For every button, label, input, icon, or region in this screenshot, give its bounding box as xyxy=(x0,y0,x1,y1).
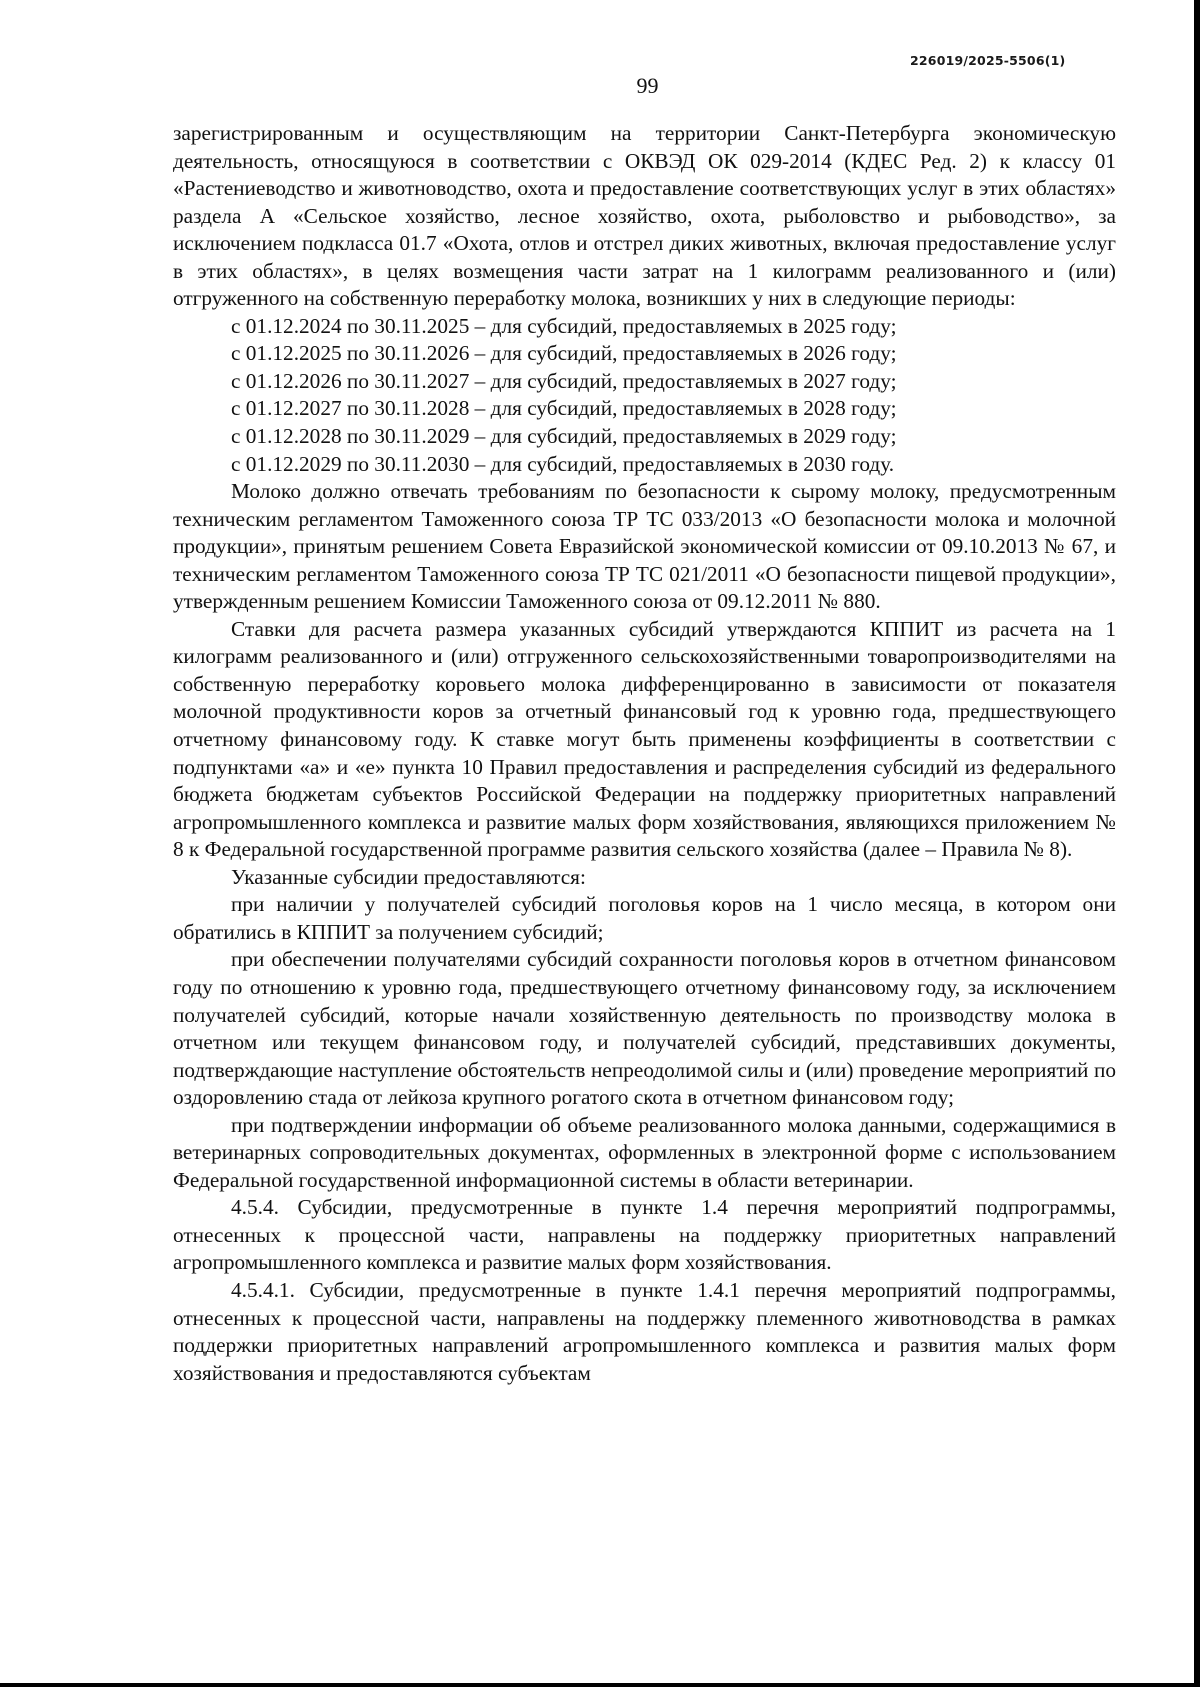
period-item: с 01.12.2029 по 30.11.2030 – для субсидий, предоставляемых в 2030 году. xyxy=(231,451,895,476)
paragraph-condition-livestock: при наличии у получателей субсидий поголовья коров на 1 число месяца, в котором они обратились в КППИТ за получением субсидий; xyxy=(173,892,1116,944)
period-item: с 01.12.2025 по 30.11.2026 – для субсидий, предоставляемых в 2026 году; xyxy=(231,341,897,366)
paragraph-continuation: зарегистрированным и осуществляющим на территории Санкт-Петербурга экономическую деятельность, относящуюся в соответствии с ОКВЭД ОК 029-2014 (КДЕС Ред. 2) к классу 01 «Растениеводство и животноводство, охота и предоставление соответствующих услуг в этих областях» раздела А «Сельское хозяйство, лесное хозяйство, охота, рыболовство и рыбоводство», за исключением подкласса 01.7 «Охота, отлов и отстрел диких животных, включая предоставление услуг в этих областях», в целях возмещения части затрат на 1 килограмм реализованного и (или) отгруженного на собственную переработку молока, возникших у них в следующие периоды: xyxy=(173,121,1116,311)
period-item: с 01.12.2024 по 30.11.2025 – для субсидий, предоставляемых в 2025 году; xyxy=(231,313,897,338)
period-item: с 01.12.2026 по 30.11.2027 – для субсидий, предоставляемых в 2027 году; xyxy=(231,368,897,393)
paragraph-section-4-5-4-1: 4.5.4.1. Субсидии, предусмотренные в пункте 1.4.1 перечня мероприятий подпрограммы, отнесенных к процессной части, направлены на поддержку племенного животноводства в рамках поддержки приоритетных направлений агропромышленного комплекса и развития малых форм хозяйствования и предоставляются субъектам xyxy=(173,1277,1116,1385)
document-body xyxy=(173,120,1116,1387)
paragraph-conditions-intro: Указанные субсидии предоставляются: xyxy=(231,864,586,889)
paragraph-condition-vet-documents: при подтверждении информации об объеме реализованного молока данными, содержащимися в ветеринарных сопроводительных документах, оформленных в электронной форме с использованием Федеральной государственной информационной системы в области ветеринарии. xyxy=(173,1112,1116,1192)
page-number: 99 xyxy=(636,73,659,98)
paragraph-section-4-5-4: 4.5.4. Субсидии, предусмотренные в пункте 1.4 перечня мероприятий подпрограммы, отнесенных к процессной части, направлены на поддержку приоритетных направлений агропромышленного комплекса и развитие малых форм хозяйствования. xyxy=(173,1195,1116,1275)
paragraph-subsidy-rates: Ставки для расчета размера указанных субсидий утверждаются КППИТ из расчета на 1 килограмм реализованного и (или) отгруженного сельскохозяйственными товаропроизводителями на собственную переработку коровьего молока дифференцированно в зависимости от показателя молочной продуктивности коров за отчетный финансовый год к уровню года, предшествующего отчетному финансовому году. К ставке могут быть применены коэффициенты в соответствии с подпунктами «а» и «е» пункта 10 Правил предоставления и распределения субсидий из федерального бюджета бюджетам субъектов Российской Федерации на поддержку приоритетных направлений агропромышленного комплекса и развитие малых форм хозяйствования, являющихся приложением № 8 к Федеральной государственной программе развития сельского хозяйства (далее – Правила № 8). xyxy=(173,616,1116,862)
paragraph-milk-requirements: Молоко должно отвечать требованиям по безопасности к сырому молоку, предусмотренным техническим регламентом Таможенного союза ТР ТС 033/2013 «О безопасности молока и молочной продукции», принятым решением Совета Евразийской экономической комиссии от 09.10.2013 № 67, и техническим регламентом Таможенного союза ТР ТС 021/2011 «О безопасности пищевой продукции», утвержденным решением Комиссии Таможенного союза от 09.12.2011 № 880. xyxy=(173,479,1116,614)
paragraph-condition-herd-preservation: при обеспечении получателями субсидий сохранности поголовья коров в отчетном финансовом году по отношению к уровню года, предшествующего отчетному финансовому году, за исключением получателей субсидий, которые начали хозяйственную деятельность по производству молока в отчетном или текущем финансовом году, и получателей субсидий, представивших документы, подтверждающие наступление обстоятельств непреодолимой силы и (или) проведение мероприятий по оздоровлению стада от лейкоза крупного рогатого скота в отчетном финансовом году; xyxy=(173,947,1116,1110)
period-item: с 01.12.2028 по 30.11.2029 – для субсидий, предоставляемых в 2029 году; xyxy=(231,424,897,449)
scan-edge-right xyxy=(1194,0,1200,1687)
scan-edge-bottom xyxy=(0,1683,1200,1687)
document-id-stamp: 226019/2025-5506(1) xyxy=(910,53,1066,68)
period-item: с 01.12.2027 по 30.11.2028 – для субсидий, предоставляемых в 2028 году; xyxy=(231,396,897,421)
